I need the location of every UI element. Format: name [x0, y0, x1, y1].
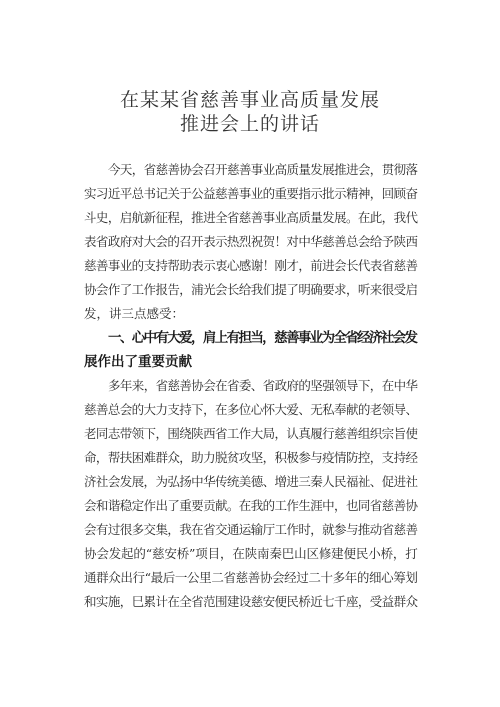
- paragraph-line: 通群众出行“最后一公里二省慈善协会经过二十多年的细心筹划: [84, 570, 418, 585]
- paragraph-line: 协会作了工作报告，浦光会长给我们提了明确要求，听来很受启: [84, 282, 418, 297]
- paragraph-line: 多年来，省慈善协会在省委、省政府的坚强领导下，在中华: [108, 378, 418, 393]
- paragraph-line: 慈善总会的大力支持下，在多位心怀大爱、无私奉献的老领导、: [84, 402, 418, 417]
- paragraph-line: 会和谐稳定作出了重要贡献。在我的工作生涯中，也同省慈善协: [84, 498, 418, 513]
- paragraph-line: 斗史，启航新征程，推进全省慈善事业高质量发展。在此，我代: [84, 210, 418, 225]
- paragraph-line: 济社会发展，为弘扬中华传统美德、增进三秦人民福祉、促进社: [84, 474, 418, 489]
- section-heading-line: 展作出了重要贡献: [84, 354, 192, 370]
- paragraph-line: 老同志带领下，围绕陕西省工作大局，认真履行慈善组织宗旨使: [84, 426, 418, 441]
- paragraph-line: 表省政府对大会的召开表示热烈祝贺！对中华慈善总会给予陕西: [84, 234, 418, 249]
- paragraph-line: 慈善事业的支持帮助表示衷心感谢！刚才，前进会长代表省慈善: [84, 258, 418, 273]
- document-title-line-1: 在某某省慈善事业高质量发展: [119, 89, 380, 111]
- paragraph-line: 和实施，巳累计在全省范围建设慈安便民桥近七千座，受益群众: [84, 594, 418, 609]
- document-title-line-2: 推进会上的讲话: [179, 113, 320, 135]
- paragraph-line: 今天，省慈善协会召开慈善事业高质量发展推进会，贯彻落: [108, 162, 418, 177]
- paragraph-line: 发，讲三点感受：: [84, 306, 185, 321]
- paragraph-line: 会有过很多交集，我在省交通运输厅工作时，就参与推动省慈善: [84, 522, 418, 537]
- section-heading-line: 一、心中有大爱，肩上有担当，慈善事业为全省经济社会发: [108, 330, 417, 346]
- paragraph-line: 协会发起的“慈安桥”项目，在陕南秦巴山区修建便民小桥，打: [84, 546, 418, 561]
- paragraph-line: 实习近平总书记关于公益慈善事业的重要指示批示精神，回顾奋: [84, 186, 418, 201]
- paragraph-line: 命，帮扶困难群众，助力脱贫攻坚，积极参与疫情防控，支持经: [84, 450, 418, 465]
